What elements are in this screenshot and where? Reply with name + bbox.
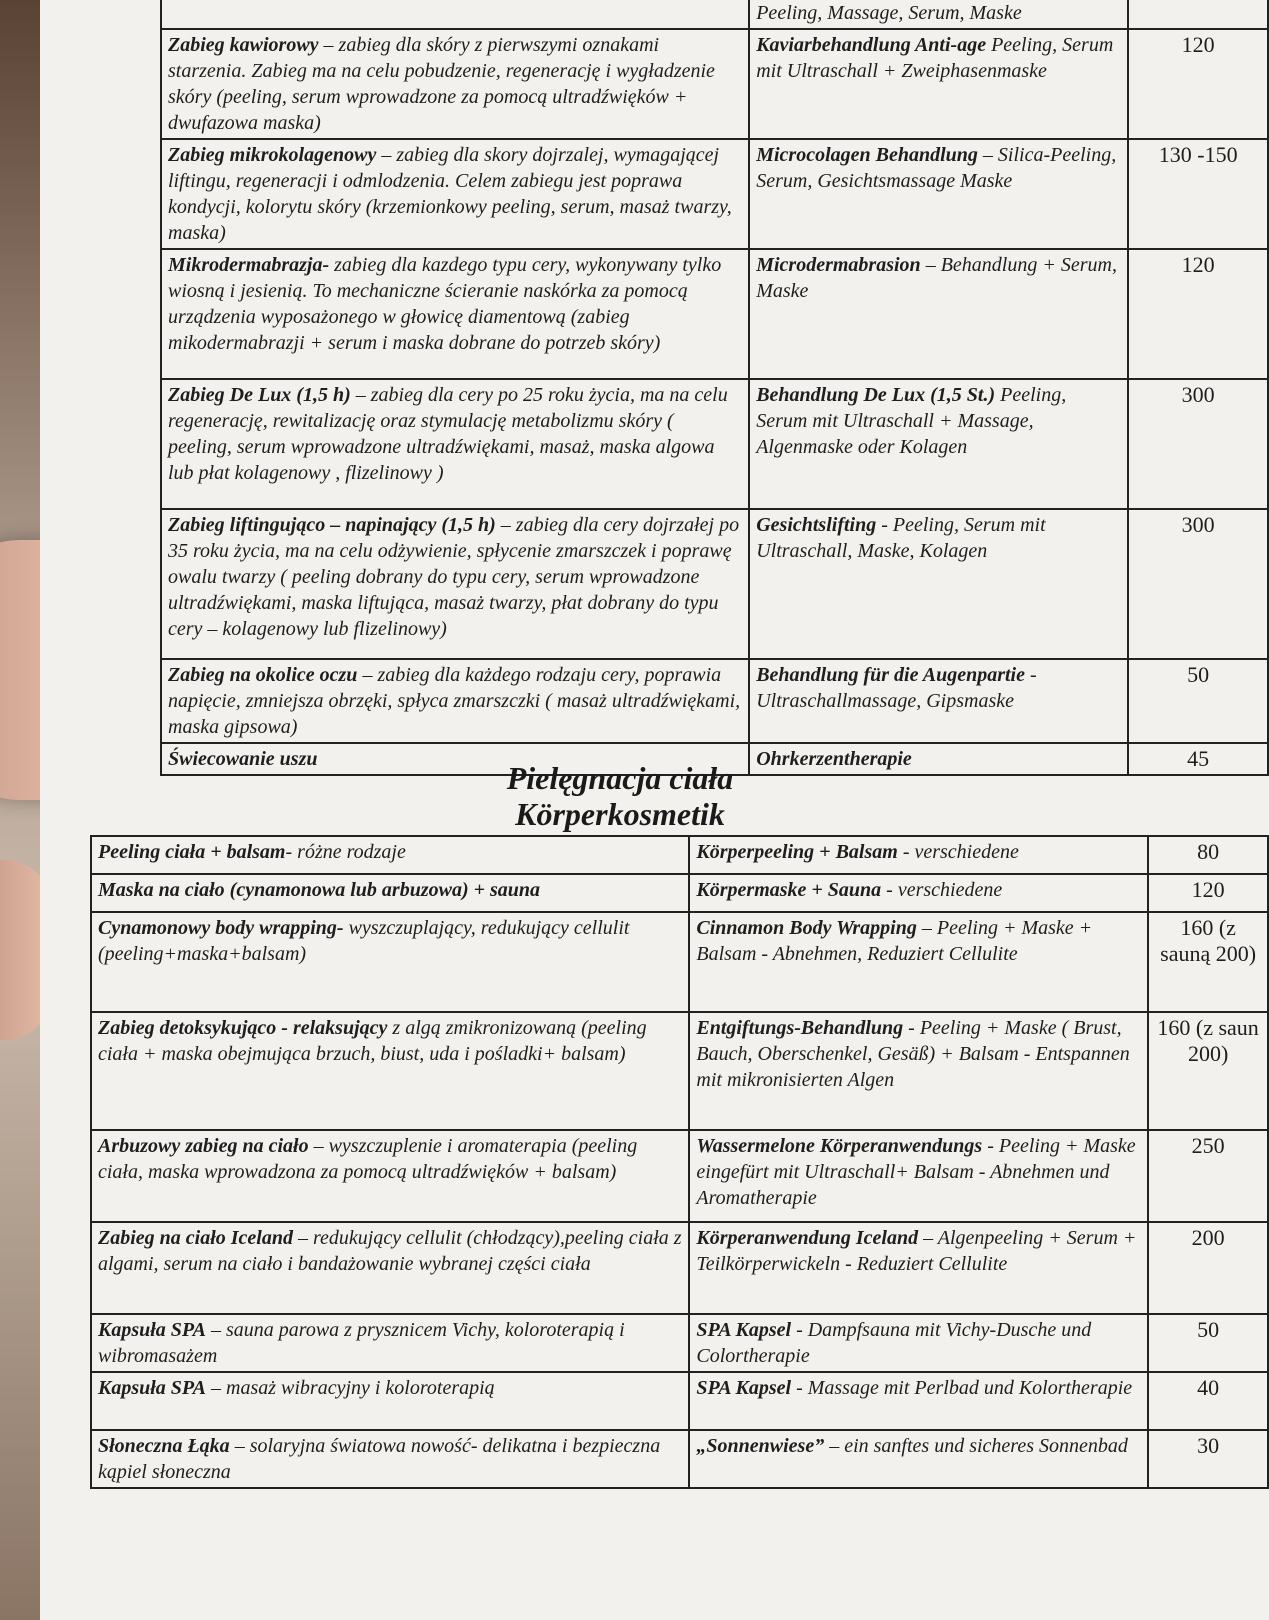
german-treatment-name: Kaviarbehandlung Anti-age [756,34,987,56]
table-row [91,1012,1268,1130]
table-row [161,0,1268,29]
german-treatment-desc: - Dampfsauna mit Vichy-Dusche und Colortherapie [696,1319,1092,1367]
table-row [91,1430,1268,1488]
price-cell: 120 [1128,29,1268,139]
table-row [161,29,1268,139]
polish-treatment-desc: – wyszczuplenie i aromaterapia (peeling ciała, maska wprowadzona za pomocą ultradźwięków + balsam) [98,1135,638,1183]
german-description-cell [689,836,1148,874]
german-treatment-name: Körperpeeling + Balsam [696,841,898,863]
polish-treatment-name: Zabieg detoksykująco - relaksujący [98,1017,388,1039]
german-treatment-desc: – Peeling + Maske + Balsam - Abnehmen, Reduziert Cellulite [696,917,1093,965]
table-row [161,659,1268,743]
german-description-cell [689,1430,1148,1488]
polish-treatment-desc: – redukujący cellulit (chłodzący),peeling ciała z algami, serum na ciało i bandażowanie wybranej części ciała [98,1227,682,1275]
german-treatment-desc: - Peeling + Maske eingefürt mit Ultraschall+ Balsam - Abnehmen und Aromatherapie [696,1135,1136,1209]
polish-treatment-desc: – zabieg dla skory dojrzalej, wymagającej liftingu, regeneracji i odmlodzenia. Celem zabiegu jest poprawa kondycji, kolorytu skóry (krzemionkowy peeling, serum, masaż twarzy, maska) [168,144,732,244]
price-cell: 130 -150 [1128,139,1268,249]
german-description-cell [749,379,1128,509]
polish-description-cell [161,0,749,29]
german-description-cell [749,509,1128,659]
table-row [161,379,1268,509]
german-description-cell [689,1314,1148,1372]
polish-description-cell [161,659,749,743]
german-treatment-name: Behandlung für die Augenpartie [756,664,1025,686]
german-treatment-desc: Peeling, Serum mit Ultraschall + Zweiphasenmaske [756,34,1114,82]
polish-treatment-desc: – masaż wibracyjny i koloroterapią [206,1377,495,1399]
german-treatment-name: Körperanwendung Iceland [696,1227,919,1249]
polish-description-cell [161,379,749,509]
polish-treatment-desc: – zabieg dla skóry z pierwszymi oznakami starzenia. Zabieg ma na celu pobudzenie, regenerację i wygładzenie skóry (peeling, serum wprowadzone za pomocą ultradźwięków + dwufazowa maska) [168,34,715,134]
face-treatments-table [160,0,1269,776]
german-description-cell [749,139,1128,249]
german-treatment-name: Wassermelone Körperanwendungs [696,1135,983,1157]
polish-treatment-desc: – zabieg dla cery dojrzałej po 35 roku życia, ma na celu odżywienie, spłycenie zmarszczek i poprawę owalu twarzy ( peeling dobrany do typu cery, serum wprowadzone ultradźwiękami, maska liftująca, masaż twarzy, płat dobrany do typu cery – kolagenowy lub flizelinowy) [168,514,740,640]
german-treatment-name: Körpermaske + Sauna [696,879,882,901]
price-cell: 45 [1128,743,1268,775]
polish-treatment-name: Zabieg De Lux (1,5 h) [168,384,351,406]
table-row [161,139,1268,249]
german-treatment-name: SPA Kapsel [696,1377,792,1399]
german-treatment-desc: Peeling, Massage, Serum, Maske [756,2,1022,24]
german-treatment-name: Microdermabrasion [756,254,921,276]
body-treatments-table [90,835,1269,1489]
table-row [91,1130,1268,1222]
polish-treatment-desc: zabieg dla kazdego typu cery, wykonywany tylko wiosną i jesienią. To mechaniczne ścieranie naskórka za pomocą urządzenia wyposażonego w głowicę diamentową (zabieg mikodermabrazji + serum i maska dobrane do potrzeb skóry) [168,254,722,354]
polish-treatment-name: Słoneczna Łąka [98,1435,230,1457]
polish-description-cell [91,1012,689,1130]
polish-treatment-name: Kapsuła SPA [98,1377,206,1399]
german-treatment-name: Microcolagen Behandlung [756,144,978,166]
german-description-cell [689,912,1148,1012]
price-cell: 30 [1148,1430,1268,1488]
price-cell: 40 [1148,1372,1268,1430]
polish-treatment-name: Maska na ciało (cynamonowa lub arbuzowa) + sauna [98,879,541,901]
polish-description-cell [161,249,749,379]
polish-treatment-desc: – sauna parowa z prysznicem Vichy, koloroterapią i wibromasażem [98,1319,625,1367]
polish-description-cell [91,874,689,912]
german-treatment-name: Gesichtslifting [756,514,877,536]
german-treatment-desc: - verschiedene [897,841,1019,863]
price-cell: 120 [1128,249,1268,379]
german-treatment-name: Ohrkerzentherapie [756,748,912,770]
polish-treatment-name: Arbuzowy zabieg na ciało [98,1135,309,1157]
polish-treatment-name: Kapsuła SPA [98,1319,206,1341]
polish-treatment-desc: z algą zmikronizowaną (peeling ciała + maska obejmująca brzuch, biust, uda i pośladki+ balsam) [98,1017,647,1065]
german-treatment-desc: – Behandlung + Serum, Maske [756,254,1117,302]
german-description-cell [689,1372,1148,1430]
table-row [91,874,1268,912]
german-description-cell [749,29,1128,139]
polish-description-cell [91,1222,689,1314]
table-row [91,912,1268,1012]
price-cell: 300 [1128,379,1268,509]
german-description-cell [689,1222,1148,1314]
german-treatment-desc: – Algenpeeling + Serum + Teilkörperwickeln - Reduziert Cellulite [696,1227,1137,1275]
polish-description-cell [91,1314,689,1372]
table-row [161,509,1268,659]
german-treatment-desc: - Ultraschallmassage, Gipsmaske [756,664,1037,712]
polish-description-cell [91,1430,689,1488]
polish-description-cell [161,139,749,249]
polish-description-cell [91,1130,689,1222]
german-description-cell [749,249,1128,379]
price-cell: 80 [1148,836,1268,874]
polish-treatment-name: Zabieg kawiorowy [168,34,319,56]
german-treatment-name: Behandlung De Lux (1,5 St.) [756,384,996,406]
polish-description-cell [91,1372,689,1430]
german-treatment-desc: - verschiedene [881,879,1003,901]
german-treatment-name: Entgiftungs-Behandlung [696,1017,904,1039]
german-description-cell [749,659,1128,743]
polish-treatment-desc: – solaryjna światowa nowość- delikatna i bezpieczna kąpiel słoneczna [98,1435,661,1483]
german-treatment-name: „Sonnenwiese” [696,1435,825,1457]
section-title-de: Körperkosmetik [515,796,725,832]
german-treatment-desc: - Massage mit Perlbad und Kolortherapie [791,1377,1133,1399]
german-treatment-name: Cinnamon Body Wrapping [696,917,917,939]
polish-treatment-desc: - różne rodzaje [285,841,406,863]
price-cell: 160 (z sauną 200) [1148,912,1268,1012]
price-cell: 50 [1148,1314,1268,1372]
table-row [91,836,1268,874]
polish-treatment-name: Zabieg na ciało Iceland [98,1227,293,1249]
price-cell [1128,0,1268,29]
polish-treatment-name: Świecowanie uszu [168,748,318,770]
table-row [91,1314,1268,1372]
polish-description-cell [161,29,749,139]
german-treatment-desc: – ein sanftes und sicheres Sonnenbad [824,1435,1128,1457]
polish-treatment-name: Zabieg liftingująco – napinający (1,5 h) [168,514,496,536]
polish-treatment-name: Zabieg na okolice oczu [168,664,358,686]
table-row [161,249,1268,379]
german-treatment-desc: – Silica-Peeling, Serum, Gesichtsmassage Maske [756,144,1117,192]
polish-treatment-name: Cynamonowy body wrapping- [98,917,344,939]
polish-treatment-name: Mikrodermabrazja- [168,254,330,276]
polish-treatment-desc: – zabieg dla każdego rodzaju cery, poprawia napięcie, zmniejsza obrzęki, spłyca zmarszczki ( masaż ultradźwiękami, maska gipsowa) [168,664,741,738]
price-cell: 50 [1128,659,1268,743]
price-cell: 160 (z saun 200) [1148,1012,1268,1130]
section-title-pl: Pielęgnacja ciała [506,760,734,796]
price-cell: 200 [1148,1222,1268,1314]
price-cell: 300 [1128,509,1268,659]
german-treatment-name: SPA Kapsel [696,1319,792,1341]
polish-description-cell [91,836,689,874]
german-description-cell [749,0,1128,29]
german-treatment-desc: Peeling, Serum mit Ultraschall + Massage, Algenmaske oder Kolagen [756,384,1067,458]
german-description-cell [689,1130,1148,1222]
table-row [91,1372,1268,1430]
price-cell: 250 [1148,1130,1268,1222]
polish-treatment-desc: – zabieg dla cery po 25 roku życia, ma na celu regenerację, rewitalizację oraz stymulację metabolizmu skóry ( peeling, serum wprowadzone ultradźwiękami, masaż, maska algowa lub płat kolagenowy , flizelinowy ) [168,384,728,484]
polish-description-cell [161,509,749,659]
german-treatment-desc: - Peeling + Maske ( Brust, Bauch, Oberschenkel, Gesäß) + Balsam - Entspannen mit mikronisierten Algen [696,1017,1130,1091]
price-cell: 120 [1148,874,1268,912]
polish-treatment-desc: wyszczuplający, redukujący cellulit (peeling+maska+balsam) [98,917,630,965]
german-description-cell [689,874,1148,912]
german-description-cell [689,1012,1148,1130]
polish-treatment-name: Peeling ciała + balsam [98,841,286,863]
table-row [91,1222,1268,1314]
polish-description-cell [91,912,689,1012]
polish-treatment-name: Zabieg mikrokolagenowy [168,144,377,166]
german-treatment-desc: - Peeling, Serum mit Ultraschall, Maske, Kolagen [756,514,1046,562]
